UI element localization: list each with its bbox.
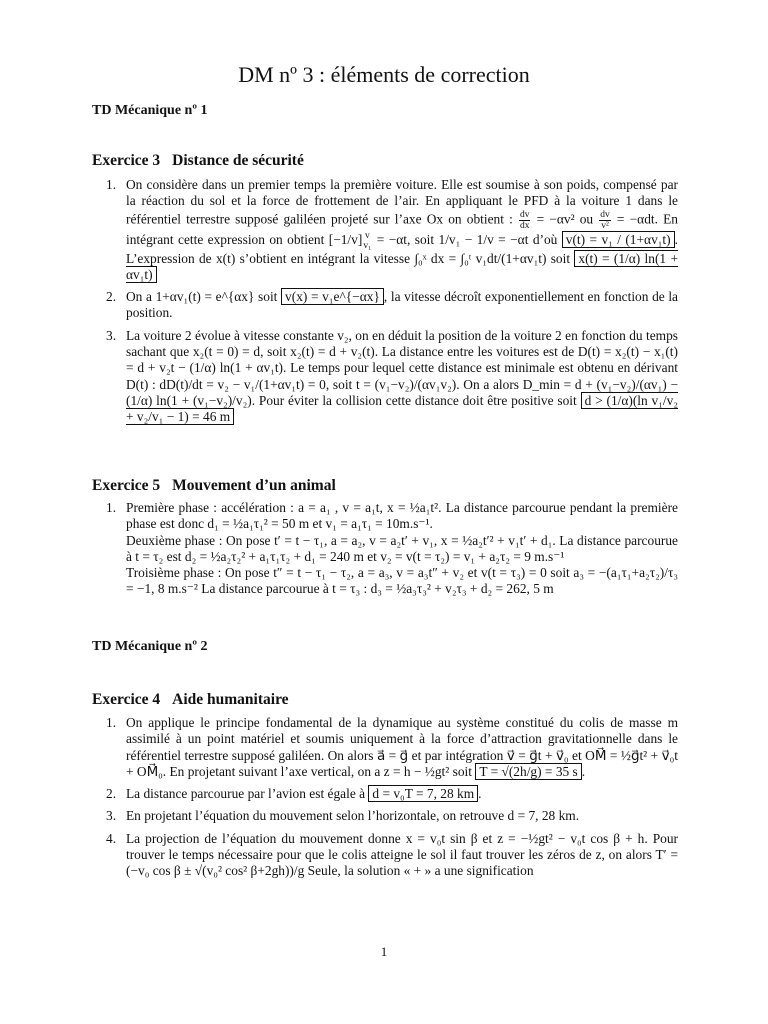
- exercise-5-number: Exercice 5: [92, 477, 161, 494]
- exercise-5-title: Mouvement d’un animal: [172, 477, 336, 494]
- boxed-equation: x(t) = (1/α) ln(1 + αv₁t): [126, 250, 678, 282]
- item-number: 1.: [106, 715, 117, 730]
- td-heading-1: TD Mécanique nº 1: [92, 103, 208, 118]
- boxed-equation: v(x) = v₁e^{−αx}: [281, 288, 384, 305]
- exercise-3-item-2: [106, 289, 679, 322]
- phase-2-text: Deuxième phase : On pose t′ = t − τ₁, a = a₂, v = a₂t′ + v₁, x = ½a₂t′² + v₁t′ + d₁. La distance parcourue à t = τ₂ est d₂ = ½a₂τ₂² + a₁τ₁τ₂ + d₁ = 240 m et v₂ = v(t = τ₂) = v₁ + a₂τ₂ = 9 m.s⁻¹: [126, 532, 678, 564]
- item-text: On applique le principe fondamental de la dynamique au système constitué du colis de masse m assimilé à un point matériel et soumis uniquement à la force d’attraction gravitationnelle dans le référentiel terrestre supposé galiléen. On alors a⃗ = g⃗ et par intégration v⃗ = g⃗t + v⃗₀ et OM⃗ = ½g⃗t² + v⃗₀t + OM⃗₀. En projetant suivant l’axe vertical, on a z = h − ½gt² soit: [126, 715, 678, 779]
- exercise-4-title: Aide humanitaire: [172, 691, 289, 708]
- item-text: On a 1+αv₁(t) = e^{αx} soit: [126, 289, 282, 305]
- item-number: 1.: [106, 500, 117, 515]
- exercise-4-item-2: [106, 786, 678, 802]
- exercise-5-heading: [92, 477, 336, 495]
- exercise-5-item-1: [106, 500, 678, 598]
- item-text: On considère dans un premier temps la première voiture. Elle est soumise à son poids, compensé par la réaction du sol et la force de frottement de l’air. En appliquant le PFD à la voiture 1 dans le référentiel terrestre supposé galiléen projeté sur l’axe Ox on obtient :: [126, 177, 678, 227]
- item-text: , la vitesse décroît exponentiellement en fonction de la position.: [126, 289, 679, 321]
- item-text: La distance parcourue par l’avion est égale à: [126, 786, 369, 802]
- item-number: 2.: [106, 289, 117, 305]
- exercise-4-item-3: [106, 808, 678, 824]
- item-text: = −αdt. En intégrant cette expression on obtient [−1/v]: [126, 211, 678, 247]
- fraction-dv-v2: $\frac{dv}{\text{v²}}$: [600, 209, 610, 231]
- boxed-equation: v(t) = v₁ / (1+αv₁t): [562, 231, 675, 248]
- exercise-4-number: Exercice 4: [92, 691, 161, 708]
- item-number: 1.: [106, 177, 117, 192]
- item-number: 3.: [106, 327, 117, 343]
- boxed-equation: d = v₀T = 7, 28 km: [368, 785, 478, 802]
- page-title: DM nº 3 : éléments de correction: [238, 62, 530, 87]
- item-number: 2.: [106, 786, 117, 802]
- exercise-5-list: [106, 500, 678, 604]
- exercise-4-item-4: [106, 830, 678, 880]
- item-text: La voiture 2 évolue à vitesse constante v₂, on en déduit la position de la voiture 2 en fonction du temps sachant que x₂(t = 0) = d, soit x₂(t) = d + v₂(t). La distance entre les voitures est de D(t) = x₂(t) − x₁(t) = d + v₂t − (1/α) ln(1 + αv₁t). Le temps pour lequel cette distance est minimale est obtenu en dérivant D(t) : dD(t)/dt = v₂ − v₁/(1+αv₁t) = 0, soit t = (v₁−v₂)/(αv₁v₂). On a alors D_min = d + (v₁−v₂)/(αv₁) − (1/α) ln(1 + (v₁−v₂)/v₂). Pour éviter la collision cette distance doit être positive soit: [126, 327, 678, 408]
- exercise-3-heading: [92, 152, 304, 170]
- exercise-3-title: Distance de sécurité: [172, 152, 304, 169]
- exercise-3-item-3: [106, 327, 678, 426]
- exercise-3-list: [106, 177, 679, 432]
- exercise-4-list: [106, 715, 678, 886]
- exercise-4-item-1: [106, 715, 678, 780]
- exercise-3-item-1: [106, 177, 678, 283]
- exercise-4-heading: [92, 691, 289, 709]
- page-number: 1: [380, 944, 388, 959]
- boxed-equation: d > (1/α)(ln v₁/v₂ + v₂/v₁ − 1) = 46 m: [126, 392, 678, 425]
- bracket-bounds: v v₁: [363, 230, 372, 251]
- item-text: La projection de l’équation du mouvement donne x = v₀t sin β et z = −½gt² − v₀t cos β + h. Pour trouver le temps nécessaire pour que le colis atteigne le sol il faut trouver les zéros de z, on alors T′ = (−v₀ cos β ± √(v₀² cos² β+2gh))/g Seule, la solution « + » a une signification: [126, 830, 678, 879]
- item-number: 4.: [106, 830, 117, 846]
- exercise-3-number: Exercice 3: [92, 152, 161, 169]
- item-text: .: [581, 763, 586, 779]
- item-text: En projetant l’équation du mouvement selon l’horizontale, on retrouve d = 7, 28 km.: [126, 808, 580, 824]
- item-text: .: [478, 786, 482, 802]
- item-text: . L’expression de x(t) s’obtient en intégrant la vitesse ∫₀ˣ dx = ∫₀ᵗ v₁dt/(1+αv₁t) soit: [126, 231, 678, 266]
- item-text: = −αt, soit 1/v₁ − 1/v = −αt d’où: [372, 231, 562, 247]
- td-heading-2: TD Mécanique nº 2: [92, 639, 208, 654]
- fraction-dv-dx: $\frac{dv}{dx}$: [519, 209, 530, 231]
- item-number: 3.: [106, 808, 117, 824]
- phase-3-text: Troisième phase : On pose t″ = t − τ₁ − τ₂, a = a₃, v = a₃t″ + v₂ et v(t = τ₃) = 0 soit a₃ = −(a₁τ₁+a₂τ₂)/τ₃ = −1, 8 m.s⁻² La distance parcourue à t = τ₃ : d₃ = ½a₃τ₃² + v₂τ₃ + d₂ = 262, 5 m: [126, 565, 678, 597]
- boxed-equation: T = √(2h/g) = 35 s: [475, 763, 581, 780]
- item-text: = −αv² ou: [531, 211, 599, 227]
- phase-1-text: Première phase : accélération : a = a₁ , v = a₁t, x = ½a₁t². La distance parcourue pendant la première phase est donc d₁ = ½a₁τ₁² = 50 m et v₁ = a₁τ₁ = 10m.s⁻¹.: [126, 500, 678, 532]
